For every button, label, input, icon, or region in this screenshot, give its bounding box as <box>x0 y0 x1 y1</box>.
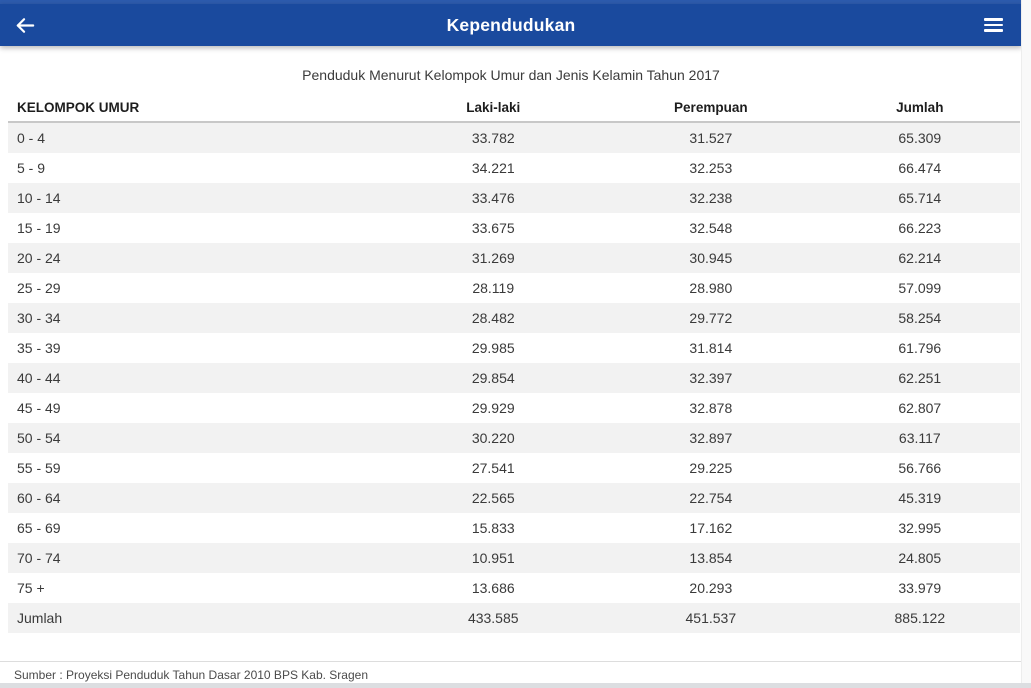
total-count-cell: 56.766 <box>898 460 942 476</box>
female-count-cell: 32.878 <box>689 400 733 416</box>
total-count-cell: 58.254 <box>898 310 942 326</box>
total-count-cell: 62.214 <box>898 250 942 266</box>
female-count-cell: 32.397 <box>689 370 733 386</box>
menu-button[interactable] <box>976 8 1010 42</box>
age-group-cell: 10 - 14 <box>17 190 61 206</box>
table-row <box>8 213 1020 243</box>
grand-total-cell: 885.122 <box>894 610 946 626</box>
source-note: Sumber : Proyeksi Penduduk Tahun Dasar 2010 BPS Kab. Sragen <box>14 668 368 682</box>
column-header-kelompok-umur: KELOMPOK UMUR <box>8 93 384 122</box>
age-group-cell: 75 + <box>17 580 45 596</box>
total-count-cell: 33.979 <box>898 580 942 596</box>
age-group-cell: 50 - 54 <box>17 430 61 446</box>
total-count-cell: 63.117 <box>898 430 941 446</box>
table-row <box>8 183 1020 213</box>
age-group-cell: 15 - 19 <box>17 220 61 236</box>
age-group-cell: 5 - 9 <box>17 160 46 176</box>
table-row <box>8 543 1020 573</box>
table-row <box>8 513 1020 543</box>
table-row <box>8 243 1020 273</box>
male-count-cell: 28.482 <box>471 310 515 326</box>
table-row <box>8 573 1020 603</box>
table-row <box>8 303 1020 333</box>
male-count-cell: 22.565 <box>471 490 515 506</box>
male-count-cell: 29.985 <box>471 340 515 356</box>
column-header-laki-laki: Laki-laki <box>384 93 602 122</box>
total-count-cell: 57.099 <box>898 280 942 296</box>
female-count-cell: 29.772 <box>689 310 733 326</box>
age-group-cell: 30 - 34 <box>17 310 61 326</box>
female-count-cell: 22.754 <box>689 490 733 506</box>
total-count-cell: 24.805 <box>898 550 942 566</box>
male-count-cell: 33.782 <box>471 130 515 146</box>
table-row <box>8 363 1020 393</box>
report-title: Penduduk Menurut Kelompok Umur dan Jenis Kelamin Tahun 2017 <box>302 67 720 83</box>
male-count-cell: 29.929 <box>471 400 515 416</box>
male-count-cell: 29.854 <box>471 370 515 386</box>
table-row <box>8 122 1020 153</box>
female-count-cell: 31.527 <box>689 130 733 146</box>
male-count-cell: 27.541 <box>471 460 515 476</box>
age-group-cell: 25 - 29 <box>17 280 61 296</box>
column-header-jumlah: Jumlah <box>820 93 1020 122</box>
female-count-cell: 32.253 <box>689 160 733 176</box>
age-group-cell: 35 - 39 <box>17 340 61 356</box>
table-total-row <box>8 603 1020 633</box>
total-count-cell: 61.796 <box>898 340 942 356</box>
male-count-cell: 34.221 <box>471 160 515 176</box>
age-group-cell: 20 - 24 <box>17 250 61 266</box>
female-count-cell: 13.854 <box>689 550 733 566</box>
arrow-left-icon <box>14 14 37 37</box>
age-group-cell: 45 - 49 <box>17 400 61 416</box>
female-count-cell: 20.293 <box>689 580 733 596</box>
table-header-row <box>8 93 1020 122</box>
table-row <box>8 483 1020 513</box>
table-row <box>8 333 1020 363</box>
population-table <box>8 93 1020 633</box>
app-bar <box>0 4 1022 46</box>
female-count-cell: 29.225 <box>689 460 733 476</box>
age-group-cell: 60 - 64 <box>17 490 61 506</box>
total-count-cell: 65.309 <box>898 130 942 146</box>
female-count-cell: 32.548 <box>689 220 733 236</box>
female-count-cell: 32.897 <box>689 430 733 446</box>
total-count-cell: 62.251 <box>898 370 942 386</box>
column-header-perempuan: Perempuan <box>602 93 820 122</box>
female-count-cell: 32.238 <box>689 190 733 206</box>
total-label-cell: Jumlah <box>17 610 63 626</box>
table-row <box>8 153 1020 183</box>
male-count-cell: 30.220 <box>471 430 515 446</box>
age-group-cell: 70 - 74 <box>17 550 61 566</box>
female-count-cell: 28.980 <box>689 280 733 296</box>
age-group-cell: 65 - 69 <box>17 520 61 536</box>
total-female-count-cell: 451.537 <box>685 610 737 626</box>
male-count-cell: 13.686 <box>471 580 515 596</box>
male-count-cell: 28.119 <box>472 280 515 296</box>
page-title: Kependudukan <box>446 14 576 35</box>
male-count-cell: 31.269 <box>471 250 515 266</box>
age-group-cell: 55 - 59 <box>17 460 61 476</box>
female-count-cell: 30.945 <box>689 250 733 266</box>
total-count-cell: 62.807 <box>898 400 942 416</box>
table-row <box>8 423 1020 453</box>
total-count-cell: 45.319 <box>898 490 942 506</box>
age-group-cell: 40 - 44 <box>17 370 61 386</box>
female-count-cell: 17.162 <box>689 520 733 536</box>
age-group-cell: 0 - 4 <box>17 130 46 146</box>
male-count-cell: 10.951 <box>471 550 515 566</box>
male-count-cell: 33.675 <box>471 220 515 236</box>
table-row <box>8 453 1020 483</box>
total-count-cell: 65.714 <box>898 190 942 206</box>
table-row <box>8 393 1020 423</box>
female-count-cell: 31.814 <box>689 340 733 356</box>
total-male-count-cell: 433.585 <box>467 610 519 626</box>
total-count-cell: 66.223 <box>898 220 942 236</box>
male-count-cell: 33.476 <box>471 190 515 206</box>
total-count-cell: 66.474 <box>898 160 942 176</box>
hamburger-icon <box>984 16 1003 33</box>
bottom-edge-bar <box>0 683 1031 688</box>
vertical-scrollbar-track[interactable] <box>1021 0 1031 688</box>
male-count-cell: 15.833 <box>471 520 515 536</box>
total-count-cell: 32.995 <box>898 520 942 536</box>
back-button[interactable] <box>14 5 54 45</box>
table-row <box>8 273 1020 303</box>
